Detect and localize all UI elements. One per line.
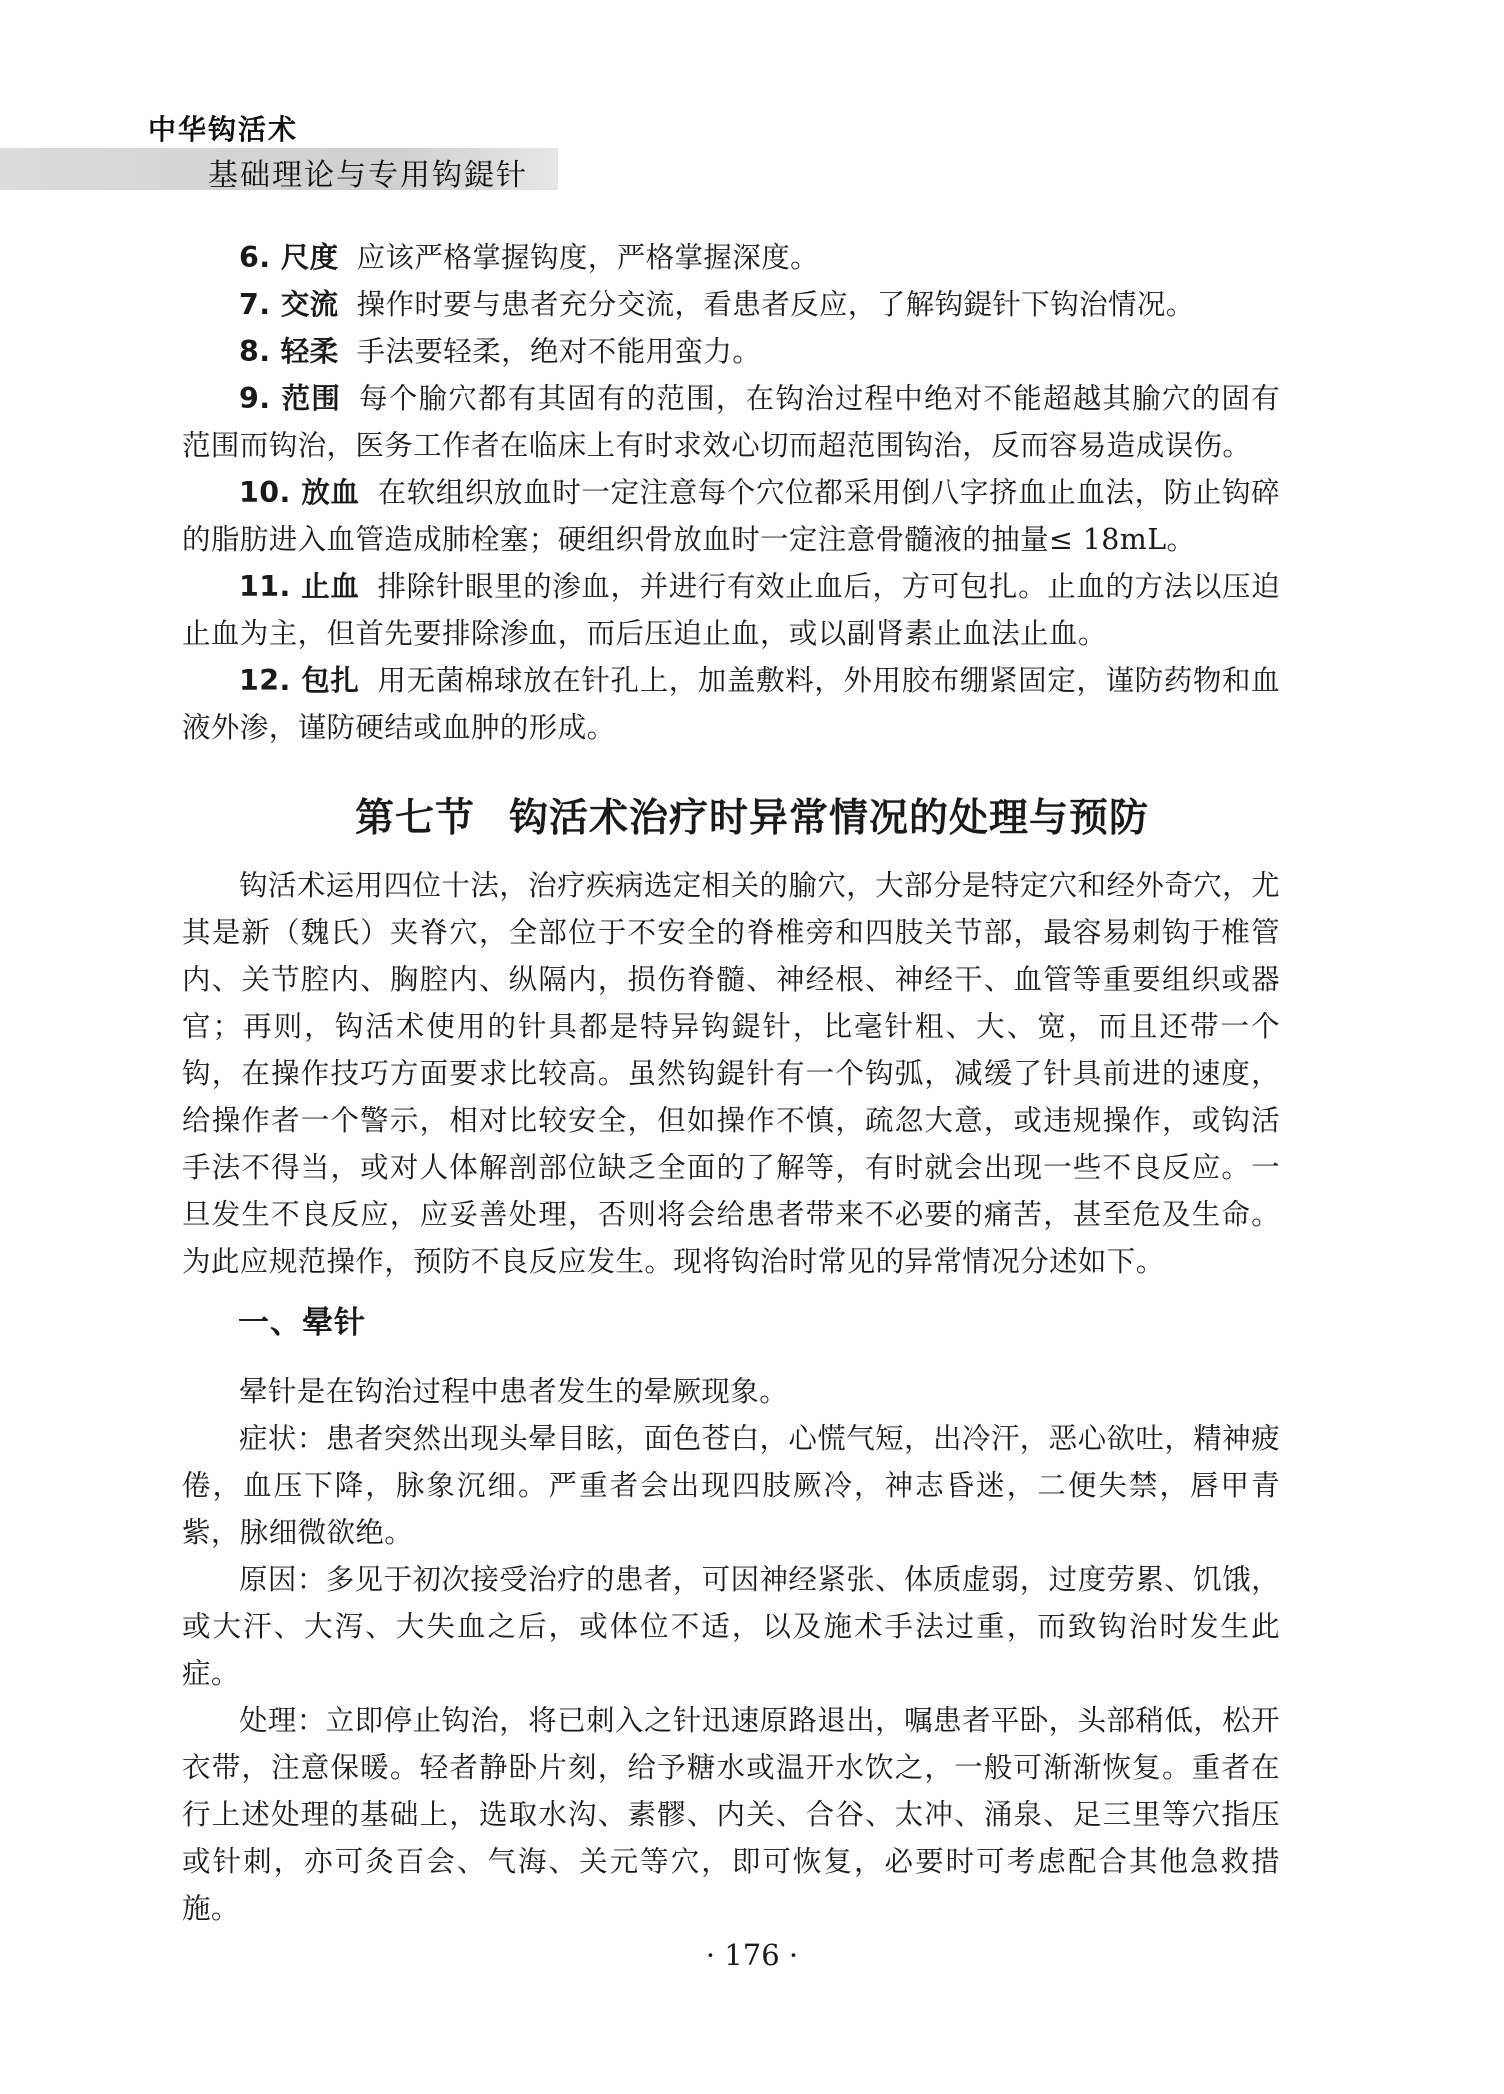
book-series-title: 中华钩活术	[148, 113, 299, 146]
list-item-text: 操作时要与患者充分交流，看患者反应，了解钩鍉针下钩治情况。	[356, 288, 1195, 321]
list-item-label: 11. 止血	[239, 570, 360, 603]
list-item-label: 8. 轻柔	[239, 335, 339, 368]
list-item-text: 手法要轻柔，绝对不能用蛮力。	[356, 335, 762, 368]
paragraph: 症状：患者突然出现头晕目眩，面色苍白，心慌气短，出冷汗，恶心欲吐，精神疲倦，血压下降，脉象沉细。严重者会出现四肢厥冷，神志昏迷，二便失禁，唇甲青紫，脉细微欲绝。	[182, 1422, 1280, 1549]
section-heading	[0, 787, 1504, 843]
list-item-label: 12. 包扎	[239, 664, 360, 697]
list-item	[182, 234, 1280, 281]
list-item-text: 排除针眼里的渗血，并进行有效止血后，方可包扎。止血的方法以压迫止血为主，但首先要排除渗血，而后压迫止血，或以副肾素止血法止血。	[182, 570, 1281, 650]
subsection-heading: 一、晕针	[238, 1305, 366, 1341]
list-item	[182, 563, 1280, 657]
list-item-label: 7. 交流	[239, 288, 339, 321]
paragraph: 晕针是在钩治过程中患者发生的晕厥现象。	[239, 1375, 789, 1408]
numbered-list	[182, 234, 1280, 751]
section-intro	[182, 862, 1280, 1285]
book-subtitle: 基础理论与专用钩鍉针	[208, 158, 528, 193]
list-item-text: 用无菌棉球放在针孔上，加盖敷料，外用胶布绷紧固定，谨防药物和血液外渗，谨防硬结或血肿的形成。	[182, 664, 1281, 744]
list-item	[182, 469, 1280, 563]
paragraph: 处理：立即停止钩治，将已刺入之针迅速原路退出，嘱患者平卧，头部稍低，松开衣带，注意保暖。轻者静卧片刻，给予糖水或温开水饮之，一般可渐渐恢复。重者在行上述处理的基础上，选取水沟、素髎、内关、合谷、太冲、涌泉、足三里等穴指压或针刺，亦可灸百会、气海、关元等穴，即可恢复，必要时可考虑配合其他急救措施。	[182, 1704, 1280, 1925]
list-item-text: 应该严格掌握钩度，严格掌握深度。	[356, 241, 819, 274]
paragraph: 原因：多见于初次接受治疗的患者，可因神经紧张、体质虚弱，过度劳累、饥饿，或大汗、大泻、大失血之后，或体位不适，以及施术手法过重，而致钩治时发生此症。	[182, 1563, 1280, 1690]
list-item-text: 在软组织放血时一定注意每个穴位都采用倒八字挤血止血法，防止钩碎的脂肪进入血管造成肺栓塞；硬组织骨放血时一定注意骨髓液的抽量≤ 18mL。	[182, 476, 1281, 556]
list-item	[182, 657, 1280, 751]
subsection-body	[182, 1368, 1280, 1932]
intro-paragraph: 钩活术运用四位十法，治疗疾病选定相关的腧穴，大部分是特定穴和经外奇穴，尤其是新（魏氏）夹脊穴，全部位于不安全的脊椎旁和四肢关节部，最容易刺钩于椎管内、关节腔内、胸腔内、纵隔内，损伤脊髓、神经根、神经干、血管等重要组织或器官；再则，钩活术使用的针具都是特异钩鍉针，比毫针粗、大、宽，而且还带一个钩，在操作技巧方面要求比较高。虽然钩鍉针有一个钩弧，减缓了针具前进的速度，给操作者一个警示，相对比较安全，但如操作不慎，疏忽大意，或违规操作，或钩活手法不得当，或对人体解剖部位缺乏全面的了解等，有时就会出现一些不良反应。一旦发生不良反应，应妥善处理，否则将会给患者带来不必要的痛苦，甚至危及生命。为此应规范操作，预防不良反应发生。现将钩治时常见的异常情况分述如下。	[182, 869, 1280, 1278]
list-item	[182, 281, 1280, 328]
list-item-label: 10. 放血	[239, 476, 360, 509]
section-title: 钩活术治疗时异常情况的处理与预防	[509, 795, 1150, 841]
list-item-label: 6. 尺度	[239, 241, 339, 274]
list-item	[182, 375, 1280, 469]
list-item-text: 每个腧穴都有其固有的范围，在钩治过程中绝对不能超越其腧穴的固有范围而钩治，医务工作者在临床上有时求效心切而超范围钩治，反而容易造成误伤。	[182, 382, 1280, 462]
page-number: · 176 ·	[705, 1938, 799, 1972]
section-number: 第七节	[354, 795, 475, 841]
list-item	[182, 328, 1280, 375]
list-item-label: 9. 范围	[239, 382, 342, 415]
